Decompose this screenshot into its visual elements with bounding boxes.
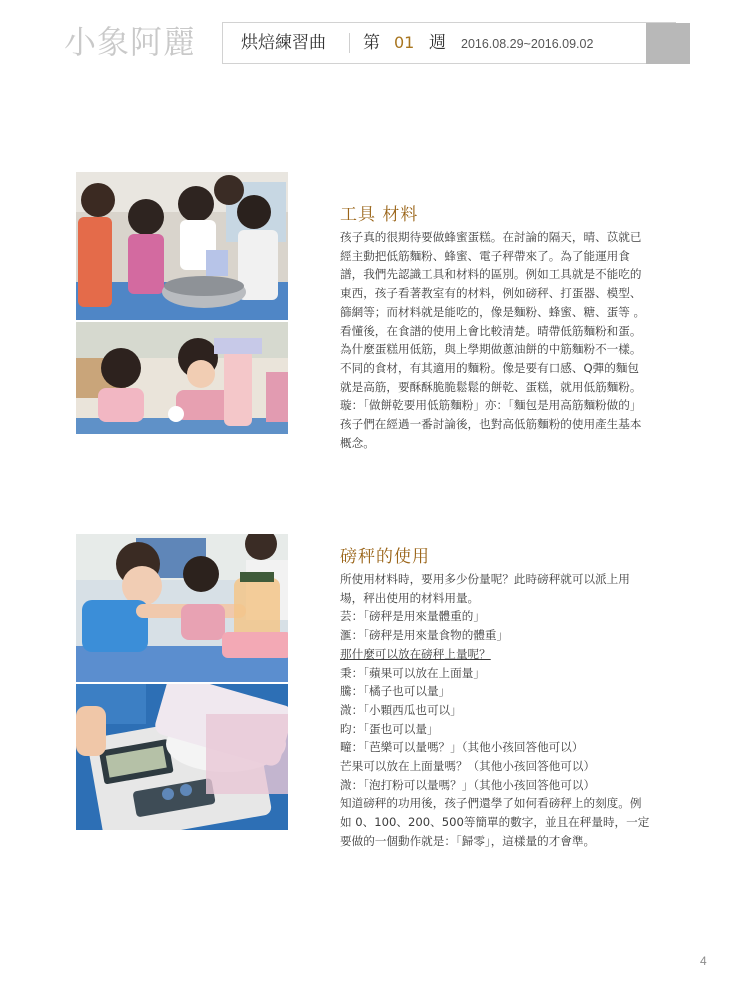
text-line: 東西，孩子看著教室有的材料，例如磅秤、打蛋器、模型、: [340, 286, 642, 301]
section-title-tools-materials: 工具 材料: [340, 205, 419, 225]
text-line: 芒果可以放在上面量嗎？（其他小孩回答他可以）: [340, 759, 596, 774]
text-line: 知道磅秤的功用後，孩子們還學了如何看磅秤上的刻度。例: [340, 796, 642, 811]
photo-digital-scale: [76, 684, 288, 830]
header-bar: [222, 22, 676, 64]
text-line: 場，秤出使用的材料用量。: [340, 590, 480, 605]
week-number: 01: [394, 33, 415, 52]
photo-children-with-scale: [76, 322, 288, 434]
text-line: 所使用材料時，要用多少份量呢？此時磅秤就可以派上用: [340, 572, 630, 586]
week-suffix: 週: [429, 33, 446, 53]
text-line-underlined-question: 那什麼可以放在磅秤上量呢？: [340, 646, 491, 661]
text-line: 看懂後，在食譜的使用上會比較清楚。晴帶低筋麵粉和蛋。: [340, 323, 642, 338]
text-line: 孩子們在經過一番討論後，也對高低筋麵粉的使用產生基本: [340, 417, 642, 432]
text-line: 為什麼蛋糕用低筋，與上學期做蔥油餅的中筋麵粉不一樣。: [340, 342, 642, 357]
text-line: 騰：「橘子也可以量」: [340, 684, 451, 699]
header-accent-block: [646, 23, 690, 64]
text-line: 秉：「蘋果可以放在上面量」: [340, 665, 485, 680]
photo-children-mixing-bowl: [76, 172, 288, 320]
section-body-tools-materials: [340, 228, 672, 452]
text-line: 芸：「磅秤是用來量體重的」: [340, 609, 485, 624]
text-line: 孩子真的很期待要做蜂蜜蛋糕。在討論的隔天，晴、苡就已: [340, 230, 642, 244]
photo-child-holding-jar: [76, 534, 288, 682]
text-line: 如 0、100、200、500等簡單的數字，並且在秤量時，一定: [340, 815, 650, 830]
text-line: 概念。: [340, 435, 375, 450]
week-prefix: 第: [363, 33, 380, 53]
text-line: 篩網等；而材料就是能吃的，像是麵粉、蜂蜜、糖、蛋等 。: [340, 304, 646, 319]
text-line: 要做的一個動作就是：「歸零」，這樣量的才會準。: [340, 833, 596, 848]
date-range: 2016.08.29~2016.09.02: [461, 37, 594, 51]
text-line: 經主動把低筋麵粉、蜂蜜、電子秤帶來了。為了能運用食: [340, 248, 630, 263]
header-title: 烘焙練習曲: [241, 33, 326, 53]
text-line: 昀：「蛋也可以量」: [340, 721, 439, 736]
text-line: 溦：「小顆西瓜也可以」: [340, 702, 462, 717]
page-number: 4: [700, 954, 707, 968]
text-line: 璇：「做餅乾要用低筋麵粉」亦：「麵包是用高筋麵粉做的」: [340, 398, 642, 413]
text-line: 滙：「磅秤是用來量食物的體重」: [340, 628, 509, 643]
section-body-scale-usage: [340, 570, 672, 851]
text-line: 溦：「泡打粉可以量嗎？」（其他小孩回答他可以）: [340, 777, 596, 792]
text-line: 不同的食材，有其適用的麵粉。像是要有口感、Q彈的麵包: [340, 360, 639, 375]
text-line: 譜，我們先認識工具和材料的區別。例如工具就是不能吃的: [340, 267, 642, 282]
header-divider: [349, 33, 350, 53]
text-line: 疃：「芭樂可以量嗎？」（其他小孩回答他可以）: [340, 740, 584, 755]
text-line: 就是高筋，要酥酥脆脆鬆鬆的餅乾、蛋糕，就用低筋麵粉。: [340, 379, 642, 394]
section-title-scale-usage: 磅秤的使用: [340, 547, 430, 567]
brand-title: 小象阿麗: [64, 23, 197, 61]
